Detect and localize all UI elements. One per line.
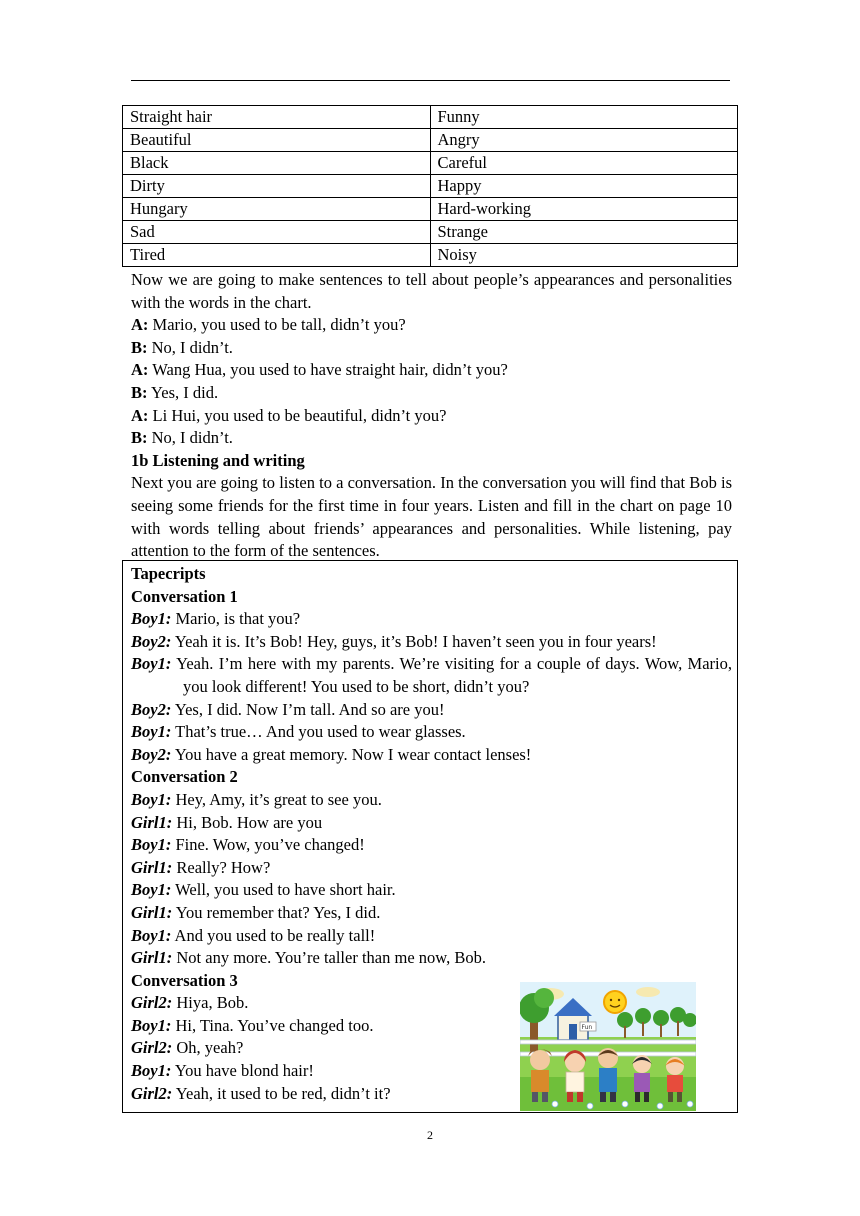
example-text: No, I didn’t. <box>147 428 233 448</box>
word-table-row <box>123 244 738 267</box>
example-text: Yes, I did. <box>147 382 219 402</box>
appearance-word-cell: Sad <box>123 221 431 244</box>
speaker-label: Boy1: <box>131 1015 172 1035</box>
dialogue-text: And you used to be really tall! <box>171 925 376 945</box>
speaker-label: Girl1: <box>131 948 173 968</box>
speaker-label: Girl2: <box>131 993 173 1013</box>
appearance-word-cell: Beautiful <box>123 129 431 152</box>
personality-word-cell: Noisy <box>430 244 738 267</box>
dialogue-line <box>131 631 732 654</box>
dialogue-text: You have a great memory. Now I wear contact lenses! <box>171 744 532 764</box>
example-speaker: B: <box>131 382 148 402</box>
personality-word-cell: Strange <box>430 221 738 244</box>
dialogue-text: Hi, Bob. How are you <box>172 812 323 832</box>
dialogue-line <box>131 608 732 631</box>
appearance-word-cell: Tired <box>123 244 431 267</box>
dialogue-text: Not any more. You’re taller than me now, Bob. <box>172 948 486 968</box>
conversation-title: Conversation 3 <box>131 970 238 990</box>
example-text: Mario, you used to be tall, didn’t you? <box>148 315 406 335</box>
personality-word-cell: Happy <box>430 175 738 198</box>
speaker-label: Boy1: <box>131 654 172 674</box>
sign-label: Fun <box>581 1024 593 1031</box>
example-speaker: B: <box>131 428 148 448</box>
speaker-label: Boy1: <box>131 722 172 742</box>
section-1b-heading: 1b Listening and writing <box>131 450 305 470</box>
appearance-word-cell: Black <box>123 152 431 175</box>
example-text: No, I didn’t. <box>147 337 233 357</box>
example-text: Wang Hua, you used to have straight hair, didn’t you? <box>148 360 508 380</box>
dialogue-line <box>131 947 732 970</box>
dialogue-line <box>131 812 732 835</box>
word-table-row <box>123 106 738 129</box>
page-number: 2 <box>427 1128 433 1142</box>
word-table-row <box>123 129 738 152</box>
dialogue-text: Hey, Amy, it’s great to see you. <box>171 789 382 809</box>
word-table-row <box>123 221 738 244</box>
dialogue-text: Yes, I did. Now I’m tall. And so are you! <box>171 699 445 719</box>
body-text <box>131 269 732 563</box>
dialogue-text: Really? How? <box>172 857 271 877</box>
example-speaker: A: <box>131 405 149 425</box>
speaker-label: Girl1: <box>131 812 173 832</box>
speaker-label: Girl1: <box>131 857 173 877</box>
example-text: Li Hui, you used to be beautiful, didn’t you? <box>148 405 447 425</box>
example-speaker: A: <box>131 315 149 335</box>
dialogue-text: Yeah. I’m here with my parents. We’re visiting for a couple of days. Wow, Mario, you look different! You used to be short, didn’t you? <box>171 654 732 696</box>
dialogue-line <box>131 789 732 812</box>
word-table-row <box>123 152 738 175</box>
speaker-label: Girl2: <box>131 1038 173 1058</box>
dialogue-text: Oh, yeah? <box>172 1038 244 1058</box>
example-line <box>131 382 732 405</box>
speaker-label: Girl2: <box>131 1083 173 1103</box>
speaker-label: Boy2: <box>131 699 172 719</box>
personality-word-cell: Careful <box>430 152 738 175</box>
speaker-label: Boy2: <box>131 744 172 764</box>
dialogue-text: Mario, is that you? <box>171 609 301 629</box>
word-table-row <box>123 198 738 221</box>
example-speaker: B: <box>131 337 148 357</box>
intro-paragraph: Now we are going to make sentences to tell about people’s appearances and personalities with the words in the chart. <box>131 270 732 312</box>
speaker-label: Boy1: <box>131 609 172 629</box>
dialogue-text: Fine. Wow, you’ve changed! <box>171 835 365 855</box>
example-line <box>131 337 732 360</box>
dialogue-line <box>131 879 732 902</box>
speaker-label: Boy1: <box>131 789 172 809</box>
header-rule <box>131 80 730 81</box>
personality-word-cell: Angry <box>430 129 738 152</box>
speaker-label: Boy2: <box>131 631 172 651</box>
example-line <box>131 405 732 428</box>
appearance-word-cell: Straight hair <box>123 106 431 129</box>
example-line <box>131 314 732 337</box>
dialogue-line <box>131 744 732 767</box>
speaker-label: Boy1: <box>131 880 172 900</box>
dialogue-text: Yeah it is. It’s Bob! Hey, guys, it’s Bob! I haven’t seen you in four years! <box>171 631 657 651</box>
dialogue-line <box>131 834 732 857</box>
word-table <box>122 105 738 267</box>
sun-icon <box>604 991 626 1013</box>
speaker-label: Girl1: <box>131 902 173 922</box>
dialogue-text: You have blond hair! <box>171 1061 314 1081</box>
section-1b-paragraph: Next you are going to listen to a conversation. In the conversation you will find that Bob is seeing some friends for the first time in four years. Listen and fill in the chart on page 10 with words telling about friends’ appearances and personalities. While listening, pay attention to the form of the sentences. <box>131 473 732 561</box>
dialogue-text: Yeah, it used to be red, didn’t it? <box>172 1083 391 1103</box>
speaker-label: Boy1: <box>131 925 172 945</box>
dialogue-line <box>131 925 732 948</box>
example-line <box>131 427 732 450</box>
personality-word-cell: Funny <box>430 106 738 129</box>
dialogue-line <box>131 902 732 925</box>
speaker-label: Boy1: <box>131 1061 172 1081</box>
dialogue-line <box>131 653 732 698</box>
conversation-title: Conversation 1 <box>131 586 238 606</box>
appearance-word-cell: Dirty <box>123 175 431 198</box>
dialogue-line <box>131 721 732 744</box>
dialogue-text: You remember that? Yes, I did. <box>172 902 381 922</box>
appearance-word-cell: Hungary <box>123 198 431 221</box>
conversation-title: Conversation 2 <box>131 767 238 787</box>
dialogue-text: Hiya, Bob. <box>172 993 249 1013</box>
dialogue-line <box>131 857 732 880</box>
example-speaker: A: <box>131 360 149 380</box>
word-table-row <box>123 175 738 198</box>
personality-word-cell: Hard-working <box>430 198 738 221</box>
example-line <box>131 359 732 382</box>
tapescripts-heading: Tapecripts <box>131 564 206 583</box>
children-park-illustration <box>520 982 696 1111</box>
dialogue-text: That’s true… And you used to wear glasses. <box>171 722 466 742</box>
speaker-label: Boy1: <box>131 835 172 855</box>
dialogue-line <box>131 699 732 722</box>
example-dialogue <box>131 314 732 450</box>
dialogue-text: Hi, Tina. You’ve changed too. <box>171 1015 374 1035</box>
dialogue-text: Well, you used to have short hair. <box>171 880 396 900</box>
